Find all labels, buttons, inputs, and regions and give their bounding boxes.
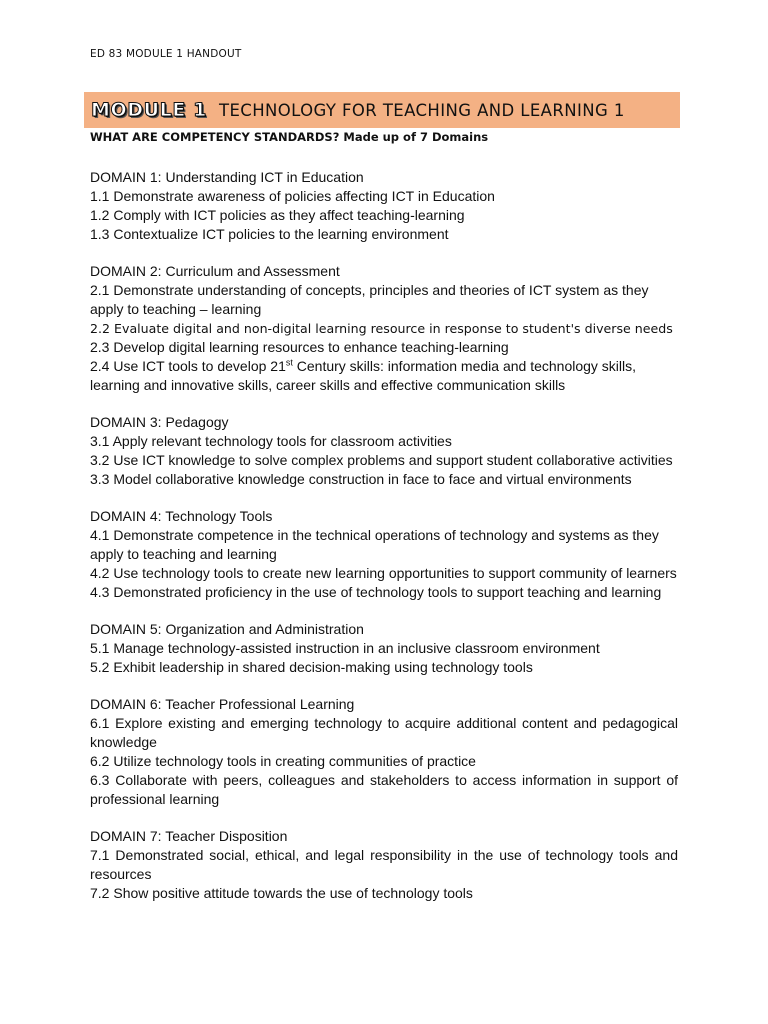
domain-2 bbox=[90, 262, 678, 395]
item-text: 2.4 Use ICT tools to develop 21 bbox=[90, 358, 286, 374]
competency-item: 3.2 Use ICT knowledge to solve complex problems and support student collaborative activities bbox=[90, 452, 673, 468]
domain-3 bbox=[90, 413, 678, 489]
competency-item: 7.2 Show positive attitude towards the use of technology tools bbox=[90, 885, 473, 901]
competency-item bbox=[90, 357, 678, 395]
domain-1 bbox=[90, 168, 678, 244]
domains-list bbox=[90, 168, 678, 921]
domain-4 bbox=[90, 507, 678, 602]
competency-subheading: WHAT ARE COMPETENCY STANDARDS? Made up of 7 Domains bbox=[90, 130, 489, 144]
superscript: st bbox=[285, 357, 293, 368]
competency-item: 2.1 Demonstrate understanding of concepts, principles and theories of ICT system as they apply to teaching – learning bbox=[90, 282, 649, 317]
competency-item: 3.3 Model collaborative knowledge construction in face to face and virtual environments bbox=[90, 471, 632, 487]
competency-item: 6.3 Collaborate with peers, colleagues and stakeholders to access information in support of professional learning bbox=[90, 772, 678, 807]
competency-item: 2.2 Evaluate digital and non-digital learning resource in response to student's diverse needs bbox=[90, 321, 673, 336]
domain-6 bbox=[90, 695, 678, 809]
competency-item: 6.1 Explore existing and emerging technology to acquire additional content and pedagogical knowledge bbox=[90, 715, 678, 750]
competency-item: 5.2 Exhibit leadership in shared decision-making using technology tools bbox=[90, 659, 533, 675]
competency-item: 4.1 Demonstrate competence in the technical operations of technology and systems as they apply to teaching and learning bbox=[90, 527, 659, 562]
competency-item: 4.3 Demonstrated proficiency in the use of technology tools to support teaching and learning bbox=[90, 584, 662, 600]
competency-item: 1.1 Demonstrate awareness of policies affecting ICT in Education bbox=[90, 188, 495, 204]
module-title: TECHNOLOGY FOR TEACHING AND LEARNING 1 bbox=[218, 100, 625, 120]
domain-title: DOMAIN 3: Pedagogy bbox=[90, 414, 229, 430]
competency-item: 1.3 Contextualize ICT policies to the learning environment bbox=[90, 226, 449, 242]
domain-title: DOMAIN 1: Understanding ICT in Education bbox=[90, 169, 364, 185]
competency-item: 1.2 Comply with ICT policies as they affect teaching-learning bbox=[90, 207, 465, 223]
domain-title: DOMAIN 2: Curriculum and Assessment bbox=[90, 263, 340, 279]
competency-item: 4.2 Use technology tools to create new learning opportunities to support community of learners bbox=[90, 565, 677, 581]
competency-item: 7.1 Demonstrated social, ethical, and legal responsibility in the use of technology tools and resources bbox=[90, 847, 678, 882]
item-text: Century skills: information media and technology skills, learning and innovative skills, career skills and effective communication skills bbox=[90, 358, 637, 393]
competency-item: 6.2 Utilize technology tools in creating communities of practice bbox=[90, 753, 476, 769]
domain-7 bbox=[90, 827, 678, 903]
domain-title: DOMAIN 5: Organization and Administration bbox=[90, 621, 364, 637]
domain-5 bbox=[90, 620, 678, 677]
domain-title: DOMAIN 6: Teacher Professional Learning bbox=[90, 696, 355, 712]
domain-title: DOMAIN 7: Teacher Disposition bbox=[90, 828, 288, 844]
running-head: ED 83 MODULE 1 HANDOUT bbox=[90, 48, 242, 60]
module-label: MODULE 1 bbox=[91, 99, 207, 121]
domain-title: DOMAIN 4: Technology Tools bbox=[90, 508, 273, 524]
competency-item: 2.3 Develop digital learning resources to enhance teaching-learning bbox=[90, 339, 509, 355]
module-banner bbox=[84, 92, 680, 128]
competency-item: 5.1 Manage technology-assisted instruction in an inclusive classroom environment bbox=[90, 640, 600, 656]
competency-item: 3.1 Apply relevant technology tools for classroom activities bbox=[90, 433, 452, 449]
